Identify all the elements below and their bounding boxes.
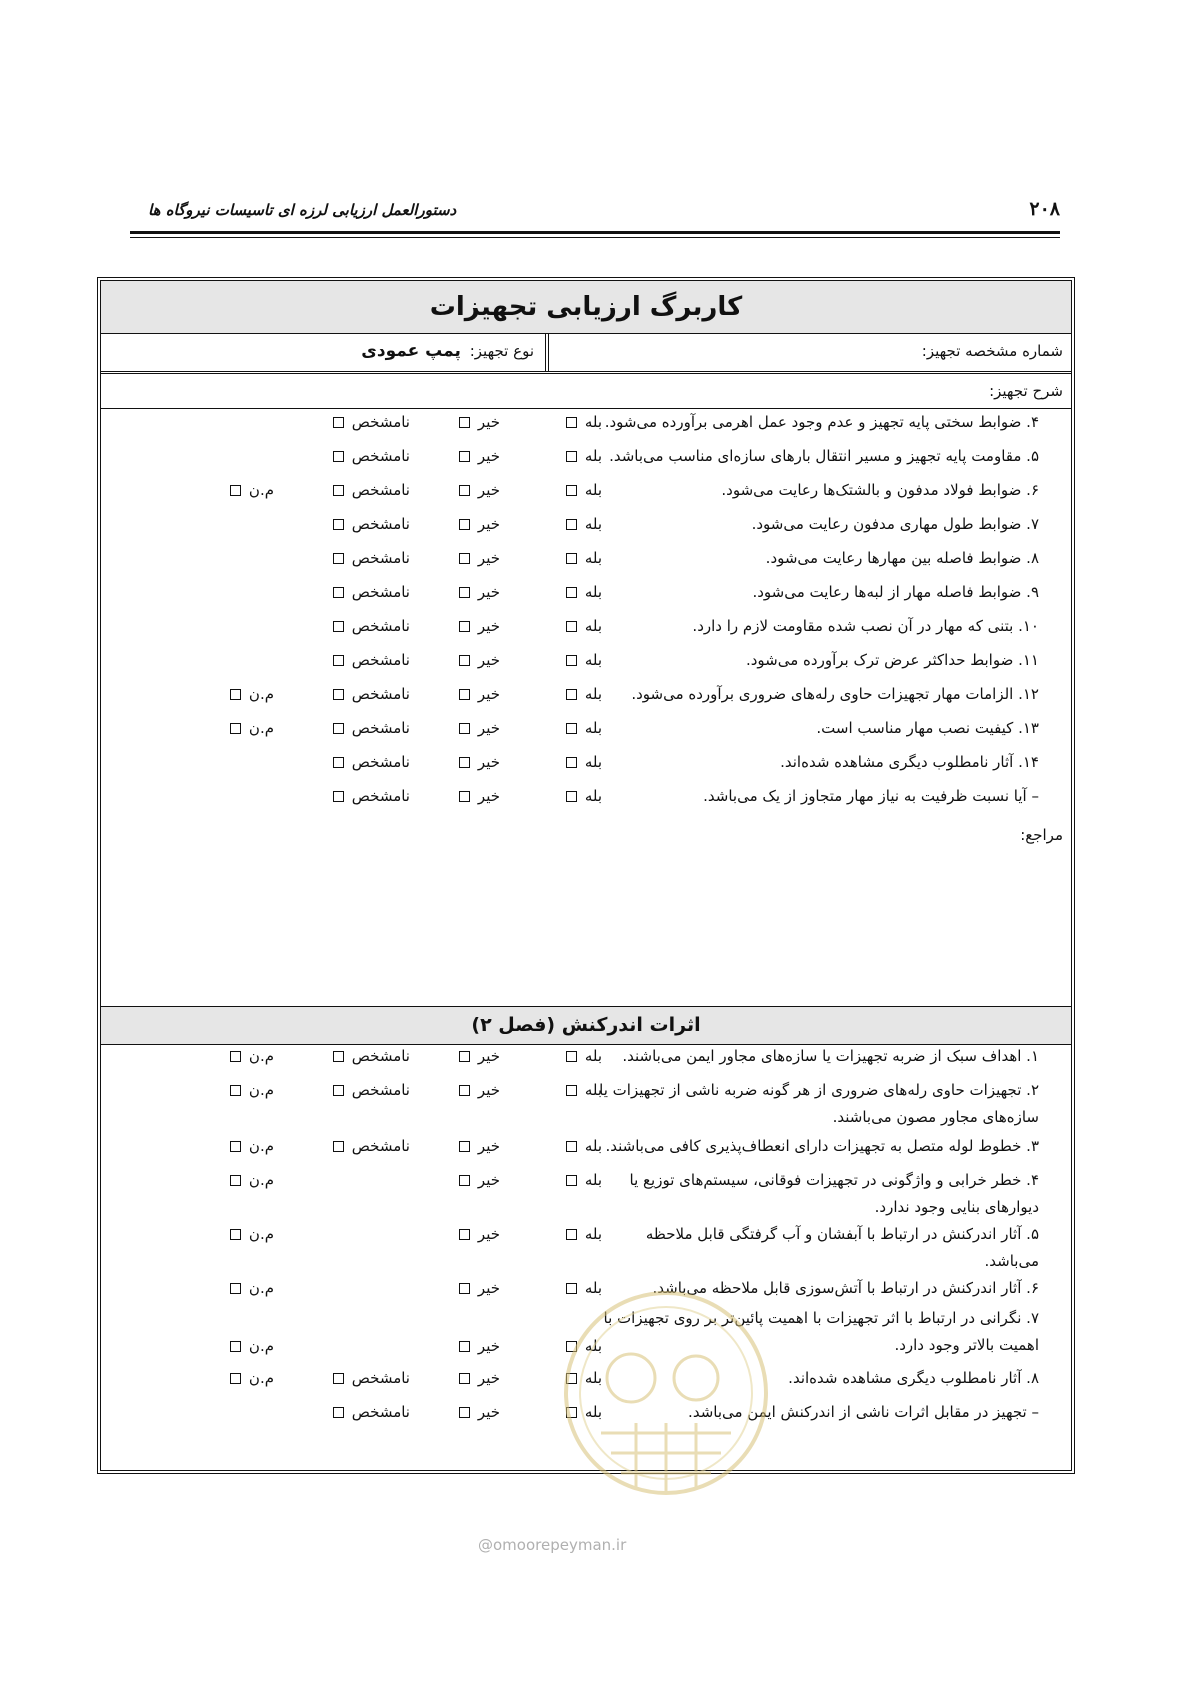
checkbox-icon[interactable] [230, 1085, 241, 1096]
option-na-label: م.ن [248, 1047, 274, 1065]
equipment-type-value: پمپ عمودی [361, 341, 461, 361]
option-na-label: م.ن [248, 1081, 274, 1099]
option-na-label: م.ن [248, 1337, 274, 1355]
option-no[interactable] [459, 1171, 500, 1189]
option-no-label: خیر [477, 1137, 500, 1155]
option-unknown-label: نامشخص [351, 651, 410, 669]
checkbox-icon[interactable] [459, 1051, 470, 1062]
option-no-label: خیر [477, 1369, 500, 1387]
option-yes-label: بله [584, 481, 602, 499]
checkbox-icon[interactable] [459, 621, 470, 632]
option-yes-label: بله [584, 1047, 602, 1065]
option-na[interactable] [230, 481, 274, 499]
option-no[interactable] [459, 617, 500, 635]
checkbox-icon[interactable] [566, 621, 577, 632]
option-no-label: خیر [477, 481, 500, 499]
option-yes-label: بله [584, 1225, 602, 1243]
option-na[interactable] [230, 719, 274, 737]
option-no-label: خیر [477, 787, 500, 805]
option-no-label: خیر [477, 447, 500, 465]
option-unknown-label: نامشخص [351, 1403, 410, 1421]
checkbox-icon[interactable] [566, 1229, 577, 1240]
checkbox-icon[interactable] [333, 621, 344, 632]
checkbox-icon[interactable] [459, 655, 470, 666]
option-yes[interactable] [566, 685, 602, 703]
checkbox-icon[interactable] [459, 1373, 470, 1384]
checkbox-icon[interactable] [566, 655, 577, 666]
option-unknown[interactable] [333, 787, 410, 805]
checkbox-icon[interactable] [566, 519, 577, 530]
option-yes-label: بله [584, 651, 602, 669]
book-title: دستورالعمل ارزیابی لرزه ای تاسیسات نیروگاه ها [148, 201, 457, 219]
option-no[interactable] [459, 413, 500, 431]
checkbox-icon[interactable] [230, 1341, 241, 1352]
option-unknown-label: نامشخص [351, 1137, 410, 1155]
option-no[interactable] [459, 583, 500, 601]
option-unknown-label: نامشخص [351, 1081, 410, 1099]
checkbox-icon[interactable] [566, 723, 577, 734]
option-yes[interactable] [566, 719, 602, 737]
checklist-item-text: ۶. ضوابط فولاد مدفون و بالشتک‌ها رعایت می‌شود. [721, 481, 1039, 499]
option-unknown[interactable] [333, 413, 410, 431]
checkbox-icon[interactable] [333, 1407, 344, 1418]
checkbox-icon[interactable] [459, 553, 470, 564]
page-number: ۲۰۸ [1029, 198, 1060, 220]
option-unknown-label: نامشخص [351, 583, 410, 601]
checkbox-icon[interactable] [230, 485, 241, 496]
option-yes-label: بله [584, 549, 602, 567]
checkbox-icon[interactable] [230, 1141, 241, 1152]
option-unknown[interactable] [333, 1137, 410, 1155]
option-yes-label: بله [584, 787, 602, 805]
checkbox-icon[interactable] [459, 587, 470, 598]
option-unknown-label: نامشخص [351, 549, 410, 567]
checklist-item-text: ۱۱. ضوابط حداکثر عرض ترک برآورده می‌شود. [745, 651, 1039, 669]
option-na[interactable] [230, 685, 274, 703]
option-na-label: م.ن [248, 1279, 274, 1297]
checkbox-icon[interactable] [566, 689, 577, 700]
option-yes[interactable] [566, 1225, 602, 1243]
checklist-item-text: ۲. تجهیزات حاوی رله‌های ضروری از هر گونه ضربه ناشی از تجهیزات یا سازه‌های مجاور مصون می‌باشند. [599, 1081, 1039, 1126]
option-unknown[interactable] [333, 1047, 410, 1065]
option-unknown[interactable] [333, 515, 410, 533]
checklist-item-text: – آیا نسبت ظرفیت به نیاز مهار متجاوز از یک می‌باشد. [703, 787, 1039, 805]
option-no[interactable] [459, 1047, 500, 1065]
option-unknown[interactable] [333, 719, 410, 737]
option-na[interactable] [230, 1081, 274, 1099]
checkbox-icon[interactable] [566, 791, 577, 802]
checklist-item-text: ۴. خطر خرابی و واژگونی در تجهیزات فوقانی، سیستم‌های توزیع یا دیوارهای بنایی وجود ندارد. [629, 1171, 1039, 1216]
checklist-item-text: ۷. نگرانی در ارتباط با اثر تجهیزات با اهمیت پائین‌تر بر روی تجهیزات با اهمیت بالاتر وجود دارد. [603, 1309, 1039, 1354]
checkbox-icon[interactable] [333, 1141, 344, 1152]
checkbox-icon[interactable] [566, 1141, 577, 1152]
option-na-label: م.ن [248, 1225, 274, 1243]
checkbox-icon[interactable] [459, 1175, 470, 1186]
option-na[interactable] [230, 1171, 274, 1189]
option-unknown[interactable] [333, 447, 410, 465]
option-no[interactable] [459, 753, 500, 771]
checklist-item-text: ۱۰. بتنی که مهار در آن نصب شده مقاومت لازم را دارد. [692, 617, 1039, 635]
checkbox-icon[interactable] [566, 451, 577, 462]
option-yes[interactable] [566, 1171, 602, 1189]
option-unknown[interactable] [333, 651, 410, 669]
checkbox-icon[interactable] [230, 689, 241, 700]
option-yes[interactable] [566, 583, 602, 601]
option-na[interactable] [230, 1369, 274, 1387]
option-no[interactable] [459, 1137, 500, 1155]
option-yes-label: بله [584, 413, 602, 431]
checkbox-icon[interactable] [566, 757, 577, 768]
checkbox-icon[interactable] [333, 689, 344, 700]
option-yes-label: بله [584, 1337, 602, 1355]
form-title: کاربرگ ارزیابی تجهیزات [101, 281, 1071, 334]
checklist-item-text: ۱۴. آثار نامطلوب دیگری مشاهده شده‌اند. [780, 753, 1039, 771]
equipment-type [361, 341, 534, 361]
option-no-label: خیر [477, 1047, 500, 1065]
option-na-label: م.ن [248, 1137, 274, 1155]
checkbox-icon[interactable] [333, 553, 344, 564]
option-no-label: خیر [477, 1171, 500, 1189]
option-no-label: خیر [477, 583, 500, 601]
option-yes[interactable] [566, 1137, 602, 1155]
checkbox-icon[interactable] [459, 1407, 470, 1418]
checkbox-icon[interactable] [459, 1229, 470, 1240]
equipment-id-label: شماره مشخصه تجهیز: [921, 342, 1063, 360]
option-yes[interactable] [566, 753, 602, 771]
option-na-label: م.ن [248, 1369, 274, 1387]
checkbox-icon[interactable] [566, 587, 577, 598]
option-na[interactable] [230, 1047, 274, 1065]
option-no-label: خیر [477, 1403, 500, 1421]
checkbox-icon[interactable] [333, 417, 344, 428]
checkbox-icon[interactable] [333, 1373, 344, 1384]
option-unknown-label: نامشخص [351, 1047, 410, 1065]
option-yes-label: بله [584, 1171, 602, 1189]
option-yes[interactable] [566, 1081, 602, 1099]
checklist-item-text: ۳. خطوط لوله متصل به تجهیزات دارای انعطاف‌پذیری کافی می‌باشند. [605, 1137, 1039, 1155]
option-unknown[interactable] [333, 753, 410, 771]
option-yes-label: بله [584, 583, 602, 601]
checkbox-icon[interactable] [333, 519, 344, 530]
option-na[interactable] [230, 1279, 274, 1297]
option-yes[interactable] [566, 617, 602, 635]
checklist-item-text: ۹. ضوابط فاصله مهار از لبه‌ها رعایت می‌شود. [752, 583, 1039, 601]
option-no[interactable] [459, 719, 500, 737]
option-unknown-label: نامشخص [351, 481, 410, 499]
option-unknown[interactable] [333, 583, 410, 601]
equipment-description-row [101, 373, 1071, 409]
checklist-item-text: ۴. ضوابط سختی پایه تجهیز و عدم وجود عمل اهرمی برآورده می‌شود. [604, 413, 1039, 431]
option-no-label: خیر [477, 515, 500, 533]
option-unknown[interactable] [333, 617, 410, 635]
checkbox-icon[interactable] [333, 723, 344, 734]
option-no-label: خیر [477, 753, 500, 771]
option-unknown[interactable] [333, 1403, 410, 1421]
option-yes-label: بله [584, 515, 602, 533]
checkbox-icon[interactable] [230, 1373, 241, 1384]
checklist-item-text: ۸. ضوابط فاصله بین مهارها رعایت می‌شود. [765, 549, 1039, 567]
checkbox-icon[interactable] [333, 1085, 344, 1096]
option-yes[interactable] [566, 481, 602, 499]
checklist-item-text: ۶. آثار اندرکنش در ارتباط با آتش‌سوزی قابل ملاحظه می‌باشد. [652, 1279, 1039, 1297]
option-unknown-label: نامشخص [351, 617, 410, 635]
option-yes[interactable] [566, 413, 602, 431]
option-yes[interactable] [566, 651, 602, 669]
option-no[interactable] [459, 481, 500, 499]
option-no[interactable] [459, 1403, 500, 1421]
checkbox-icon[interactable] [230, 723, 241, 734]
option-no[interactable] [459, 549, 500, 567]
option-unknown-label: نامشخص [351, 1369, 410, 1387]
checklist-item-text: ۵. آثار اندرکنش در ارتباط با آبفشان و آب گرفتگی قابل ملاحظه می‌باشد. [645, 1225, 1039, 1270]
option-yes-label: بله [584, 1369, 602, 1387]
checkbox-icon[interactable] [459, 485, 470, 496]
checkbox-icon[interactable] [566, 1085, 577, 1096]
option-no-label: خیر [477, 1081, 500, 1099]
checklist-item-text: – تجهیز در مقابل اثرات ناشی از اندرکنش ایمن می‌باشد. [688, 1403, 1039, 1421]
option-no-label: خیر [477, 685, 500, 703]
option-na-label: م.ن [248, 1171, 274, 1189]
option-na-label: م.ن [248, 719, 274, 737]
option-no[interactable] [459, 651, 500, 669]
checkbox-icon[interactable] [566, 485, 577, 496]
option-yes-label: بله [584, 1081, 602, 1099]
option-no[interactable] [459, 1081, 500, 1099]
checkbox-icon[interactable] [459, 689, 470, 700]
checklist-item-text: ۷. ضوابط طول مهاری مدفون رعایت می‌شود. [751, 515, 1039, 533]
cell-divider [545, 333, 549, 371]
equipment-id-row [101, 333, 1071, 372]
checkbox-icon[interactable] [230, 1175, 241, 1186]
option-yes-label: بله [584, 1279, 602, 1297]
checkbox-icon[interactable] [230, 1051, 241, 1062]
page-header [130, 198, 1060, 228]
watermark-logo [556, 1258, 776, 1528]
option-yes-label: بله [584, 617, 602, 635]
option-unknown-label: نامشخص [351, 515, 410, 533]
option-unknown[interactable] [333, 685, 410, 703]
checklist-item-text: ۱۲. الزامات مهار تجهیزات حاوی رله‌های ضروری برآورده می‌شود. [631, 685, 1039, 703]
option-unknown[interactable] [333, 549, 410, 567]
references-label: مراجع: [1020, 826, 1063, 844]
option-unknown-label: نامشخص [351, 753, 410, 771]
option-unknown[interactable] [333, 1369, 410, 1387]
option-no-label: خیر [477, 719, 500, 737]
checkbox-icon[interactable] [566, 1051, 577, 1062]
option-no[interactable] [459, 1369, 500, 1387]
option-no[interactable] [459, 447, 500, 465]
option-na-label: م.ن [248, 685, 274, 703]
interaction-section-title: اثرات اندرکنش (فصل ۲) [101, 1006, 1071, 1045]
checklist-item-text: ۱۳. کیفیت نصب مهار مناسب است. [816, 719, 1039, 737]
option-yes[interactable] [566, 787, 602, 805]
option-unknown-label: نامشخص [351, 447, 410, 465]
option-unknown-label: نامشخص [351, 413, 410, 431]
checkbox-icon[interactable] [459, 1283, 470, 1294]
checkbox-icon[interactable] [459, 519, 470, 530]
checkbox-icon[interactable] [459, 1141, 470, 1152]
option-no-label: خیر [477, 1225, 500, 1243]
option-no[interactable] [459, 685, 500, 703]
checkbox-icon[interactable] [566, 417, 577, 428]
option-unknown-label: نامشخص [351, 787, 410, 805]
checkbox-icon[interactable] [566, 1175, 577, 1186]
checklist-item-text: ۵. مقاومت پایه تجهیز و مسیر انتقال بارهای سازه‌ای مناسب می‌باشد. [609, 447, 1039, 465]
option-no-label: خیر [477, 617, 500, 635]
checkbox-icon[interactable] [459, 417, 470, 428]
option-no[interactable] [459, 1337, 500, 1355]
option-na[interactable] [230, 1337, 274, 1355]
option-no[interactable] [459, 787, 500, 805]
checkbox-icon[interactable] [230, 1283, 241, 1294]
option-yes-label: بله [584, 753, 602, 771]
option-no[interactable] [459, 1279, 500, 1297]
checkbox-icon[interactable] [459, 757, 470, 768]
checkbox-icon[interactable] [459, 451, 470, 462]
checkbox-icon[interactable] [333, 757, 344, 768]
option-na[interactable] [230, 1137, 274, 1155]
option-unknown[interactable] [333, 1081, 410, 1099]
checklist-item-text: ۱. اهداف سبک از ضربه تجهیزات یا سازه‌های مجاور ایمن می‌باشند. [622, 1047, 1039, 1065]
checkbox-icon[interactable] [459, 1085, 470, 1096]
checkbox-icon[interactable] [459, 791, 470, 802]
checkbox-icon[interactable] [333, 791, 344, 802]
checkbox-icon[interactable] [333, 1051, 344, 1062]
equipment-description-label: شرح تجهیز: [989, 382, 1063, 400]
option-unknown[interactable] [333, 481, 410, 499]
option-no[interactable] [459, 1225, 500, 1243]
checkbox-icon[interactable] [459, 723, 470, 734]
option-no-label: خیر [477, 651, 500, 669]
option-yes-label: بله [584, 1403, 602, 1421]
option-yes-label: بله [584, 685, 602, 703]
option-yes[interactable] [566, 1047, 602, 1065]
checklist-item-text: ۸. آثار نامطلوب دیگری مشاهده شده‌اند. [788, 1369, 1039, 1387]
checkbox-icon[interactable] [566, 553, 577, 564]
option-no-label: خیر [477, 549, 500, 567]
watermark-site: @omoorepeyman.ir [478, 1536, 627, 1554]
header-rule-thin [130, 237, 1060, 238]
checkbox-icon[interactable] [333, 451, 344, 462]
option-unknown-label: نامشخص [351, 719, 410, 737]
option-yes[interactable] [566, 515, 602, 533]
option-no[interactable] [459, 515, 500, 533]
option-yes[interactable] [566, 447, 602, 465]
checkbox-icon[interactable] [459, 1341, 470, 1352]
option-na[interactable] [230, 1225, 274, 1243]
equipment-type-label: نوع تجهیز: [469, 342, 534, 360]
checkbox-icon[interactable] [333, 655, 344, 666]
option-unknown-label: نامشخص [351, 685, 410, 703]
option-na-label: م.ن [248, 481, 274, 499]
header-rule [130, 231, 1060, 234]
option-no-label: خیر [477, 413, 500, 431]
option-yes-label: بله [584, 447, 602, 465]
option-yes-label: بله [584, 719, 602, 737]
option-no-label: خیر [477, 1279, 500, 1297]
option-yes[interactable] [566, 549, 602, 567]
checkbox-icon[interactable] [230, 1229, 241, 1240]
option-yes-label: بله [584, 1137, 602, 1155]
checkbox-icon[interactable] [333, 485, 344, 496]
checkbox-icon[interactable] [333, 587, 344, 598]
option-no-label: خیر [477, 1337, 500, 1355]
